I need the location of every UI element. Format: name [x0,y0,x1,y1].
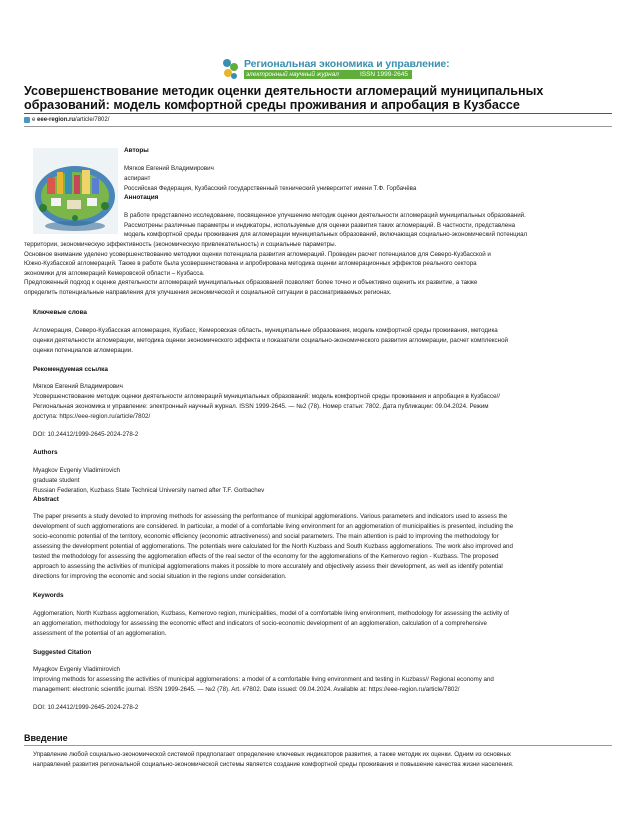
abstract-line-en: directions for improving the economic and social situation in the regions under consideration. [33,573,287,580]
keywords-line-en: Agglomeration, North Kuzbass agglomeration, Kuzbass, Kemerovo region, municipalities, model of a comfortable living environment, methodology for assessing the activity of [33,610,509,617]
keywords-heading-en: Keywords [33,592,64,599]
abstract-line: определить потенциальные направления для улучшения экономической и социальной ситуации в рассматриваемых регионах. [24,289,392,296]
keywords-line-en: an agglomeration, methodology for assessing the economic effect and indicators of socio-economic development of an agglomeration, calculation of a comprehensive [33,620,487,627]
author-role-en: graduate student [33,477,80,484]
keywords-line: Агломерация, Северо-Кузбасская агломерация, Кузбасс, Кемеровская область, муниципальные образования, модель комфортной среды проживания, методика [33,327,498,334]
intro-line: направлений развития региональной социально-экономической системы является создание комфортной среды проживания и повышение качества жизни населения. [33,761,514,768]
abstract-line: Рассмотрены различные параметры и индикаторы, используемые для оценки развития таких агломераций. В частности, представлена [124,222,516,229]
authors-heading: Авторы [124,147,149,154]
keywords-line-en: assessment of the potential of an agglomeration. [33,630,167,637]
author-affiliation: Российская Федерация, Кузбасский государственный технический университет имени Т.Ф. Горбачёва [124,185,417,192]
doi[interactable]: DOI: 10.24412/1999-2645-2024-278-2 [33,431,139,438]
citation-line: Усовершенствование методик оценки деятельности агломераций муниципальных образований: модель комфортной среды проживания и апробация в Кузбассе// [33,393,500,400]
divider [24,745,612,746]
citation-line-en: Improving methods for assessing the activities of municipal agglomerations: a model of a comfortable living environment and testing in Kuzbass// Regional economy and [33,676,494,683]
keywords-heading: Ключевые слова [33,309,87,316]
abstract-line-en: development of such agglomerations are considered. In particular, a model of a comfortable living environment for an agglomeration of municipalities is presented, including the [33,523,514,530]
journal-subtitle-bar [244,70,412,79]
author-name[interactable]: Мягков Евгений Владимирович [124,165,214,172]
page-title: Усовершенствование методик оценки деятельности агломераций муниципальных образований: модель комфортной среды проживания и апробация в Кузбассе [24,84,544,112]
link-icon [24,117,30,123]
abstract-line: Предложенный подход к оценке деятельности агломераций муниципальных образований позволяет более точно и объективно оценить их развитие, а также [24,279,478,286]
keywords-line: оценки потенциалов агломерации. [33,347,133,354]
abstract-heading-en: Abstract [33,496,59,503]
journal-logo-icon [222,58,240,80]
article-illustration [33,148,118,234]
divider [24,126,612,127]
journal-subtitle: электронный научный журнал [246,71,339,78]
journal-issn: ISSN 1999-2645 [359,71,408,78]
abstract-line-en: tested the methodology for assessing the agglomeration effects of the real sector of the economy for the agglomerations of the Kemerovo region - Kuzbass. The proposed [33,553,499,560]
intro-heading: Введение [24,733,68,743]
citation-line: Региональная экономика и управление: электронный научный журнал. ISSN 1999-2645. — №2 (78). Номер статьи: 7802. Дата публикации: 09.04.2024. Режим [33,403,489,410]
citation-line-en: Myagkov Evgeniy Vladimirovich [33,666,121,673]
abstract-line: экономики для агломераций Кемеровской области – Кузбасса. [24,270,205,277]
journal-name: Региональная экономика и управление: [244,58,450,70]
journal-banner[interactable] [222,58,450,80]
citation-heading-en: Suggested Citation [33,649,92,656]
citation-line[interactable]: доступа: https://eee-region.ru/article/7802/ [33,413,151,420]
citation-line: Мягков Евгений Владимирович [33,383,123,390]
author-name-en[interactable]: Myagkov Evgeniy Vladimirovich [33,467,121,474]
citation-heading: Рекомендуемая ссылка [33,366,108,373]
article-url[interactable] [24,117,109,123]
abstract-line: модель комфортной среды проживания для агломерации муниципальных образований, включающая социально-экономический потенциал [124,231,528,238]
abstract-heading: Аннотация [124,194,159,201]
author-affiliation-en: Russian Federation, Kuzbass State Technical University named after T.F. Gorbachev [33,487,265,494]
url-path: /article/7802/ [75,117,110,123]
abstract-line-en: The paper presents a study devoted to improving methods for assessing the performance of municipal agglomerations. Various parameters and indicators used to assess the [33,513,508,520]
abstract-line-en: assessing the development potential of agglomerations. The potentials were calculated for the North Kuzbass and South Kuzbass agglomerations. The work also improved and [33,543,513,550]
keywords-line: оценки деятельности агломерации, методика оценки экономического эффекта и показатели социально-экономического развития агломерации, расчет комплексной [33,337,508,344]
intro-line: Управление любой социально-экономической системой предполагает определение ключевых индикаторов развития, а также методик их оценки. Одним из основных [33,751,511,758]
authors-heading-en: Authors [33,449,58,456]
abstract-line: В работе представлено исследование, посвященное улучшению методик оценки деятельности агломераций муниципальных образований. [124,212,526,219]
doi-en[interactable]: DOI: 10.24412/1999-2645-2024-278-2 [33,704,139,711]
abstract-line-en: approach to assessing the activities of municipal agglomerations makes it possible to more accurately and objectively assess their development, as well as identify potential [33,563,503,570]
divider [24,113,612,114]
citation-line-en[interactable]: management: electronic scientific journal. ISSN 1999-2645. — №2 (78). Art. #7802. Date issued: 09.04.2024. Available at: https://eee-region.ru/article/7802/ [33,686,460,693]
url-domain: eee-region.ru [37,117,76,123]
author-role: аспирант [124,175,151,182]
abstract-line: Южно-Кузбасской агломераций. Также в работе была усовершенствована и апробирована методика оценки агломерационных эффектов реального сектора [24,260,477,267]
abstract-line: территории, экономическую эффективность (экономическую привлекательность) и социальные параметры. [24,241,337,248]
abstract-line: Основное внимание уделено усовершенствованию методики оценки потенциала развития агломераций. Проведен расчет потенциалов для Северо-Кузбасской и [24,251,491,258]
url-prefix: e [32,117,36,123]
abstract-line-en: socio-economic potential of the territory, economic efficiency (economic attractiveness) and social parameters. The main attention is paid to improving the methodology for [33,533,499,540]
